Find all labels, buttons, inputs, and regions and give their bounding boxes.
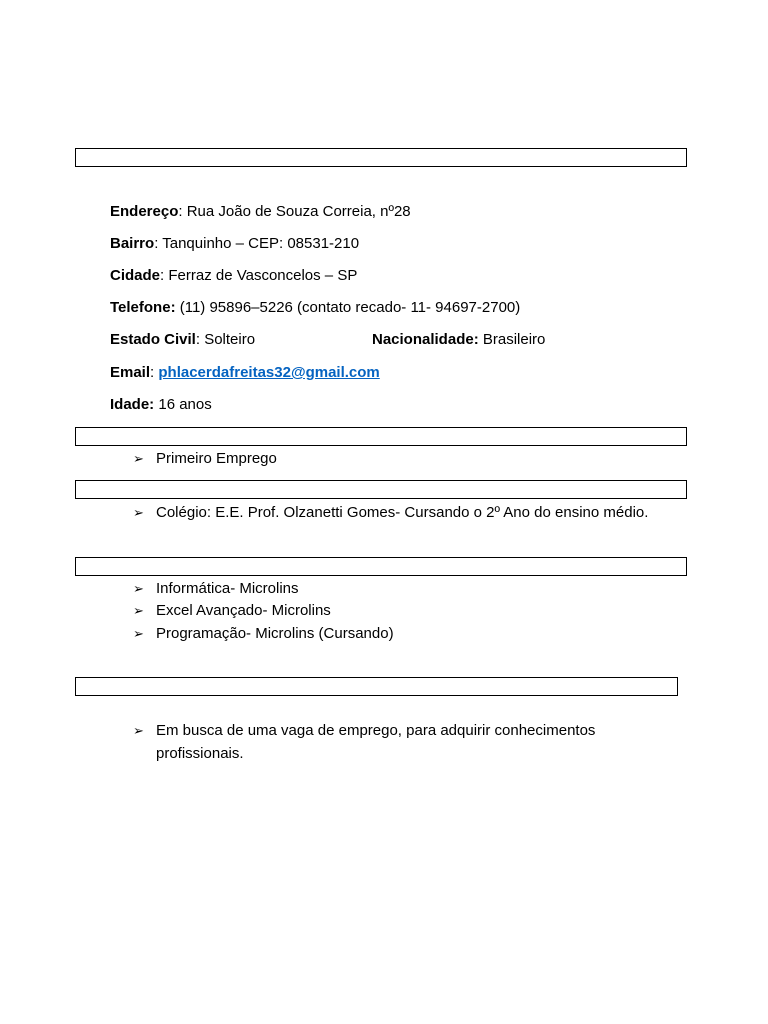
arrow-bullet-icon: ➢ <box>133 451 144 466</box>
cidade-value: : Ferraz de Vasconcelos – SP <box>160 267 358 284</box>
arrow-bullet-icon: ➢ <box>133 626 144 641</box>
section-box-objetivo <box>75 677 678 696</box>
section-box-experiencia <box>75 427 687 446</box>
email-line <box>110 363 380 383</box>
email-link[interactable]: phlacerdafreitas32@gmail.com <box>158 364 380 381</box>
telefone-line <box>110 298 520 318</box>
estado-civil-value: : Solteiro <box>195 331 256 348</box>
list-item <box>133 599 653 622</box>
list-item <box>133 447 653 470</box>
cidade-label: Cidade <box>110 267 161 284</box>
idade-label: Idade: <box>110 396 155 413</box>
curso-item: Excel Avançado- Microlins <box>156 602 331 619</box>
estado-civil-label: Estado Civil <box>110 331 196 348</box>
endereco-line <box>110 202 411 222</box>
endereco-label: Endereço <box>110 203 179 220</box>
endereco-value: : Rua João de Souza Correia, nº28 <box>178 203 411 220</box>
objetivo-item: Em busca de uma vaga de emprego, para adquirir conhecimentos profissionais. <box>156 722 596 762</box>
arrow-bullet-icon: ➢ <box>133 723 144 738</box>
estado-civil-line <box>110 330 255 350</box>
header-box <box>75 148 687 167</box>
list-item <box>133 719 653 765</box>
arrow-bullet-icon: ➢ <box>133 603 144 618</box>
nacionalidade-label: Nacionalidade: <box>372 331 479 348</box>
experiencia-item: Primeiro Emprego <box>156 450 277 467</box>
list-item <box>133 577 653 600</box>
list-item <box>133 622 653 645</box>
telefone-label: Telefone: <box>110 299 176 316</box>
idade-value: 16 anos <box>154 396 212 413</box>
arrow-bullet-icon: ➢ <box>133 581 144 596</box>
telefone-value: (11) 95896–5226 (contato recado- 11- 94697-2700) <box>175 299 521 316</box>
formacao-item: Colégio: E.E. Prof. Olzanetti Gomes- Cursando o 2º Ano do ensino médio. <box>156 504 649 521</box>
idade-line <box>110 395 212 415</box>
list-item <box>133 501 653 524</box>
curso-item: Programação- Microlins (Cursando) <box>156 625 394 642</box>
cidade-line <box>110 266 357 286</box>
bairro-line <box>110 234 359 254</box>
nacionalidade-value: Brasileiro <box>478 331 546 348</box>
section-box-cursos <box>75 557 687 576</box>
nacionalidade-line <box>372 330 545 350</box>
arrow-bullet-icon: ➢ <box>133 505 144 520</box>
section-box-formacao <box>75 480 687 499</box>
email-separator: : <box>150 364 159 381</box>
curso-item: Informática- Microlins <box>156 580 299 597</box>
bairro-label: Bairro <box>110 235 155 252</box>
bairro-value: : Tanquinho – CEP: 08531-210 <box>154 235 360 252</box>
email-label: Email <box>110 364 151 381</box>
